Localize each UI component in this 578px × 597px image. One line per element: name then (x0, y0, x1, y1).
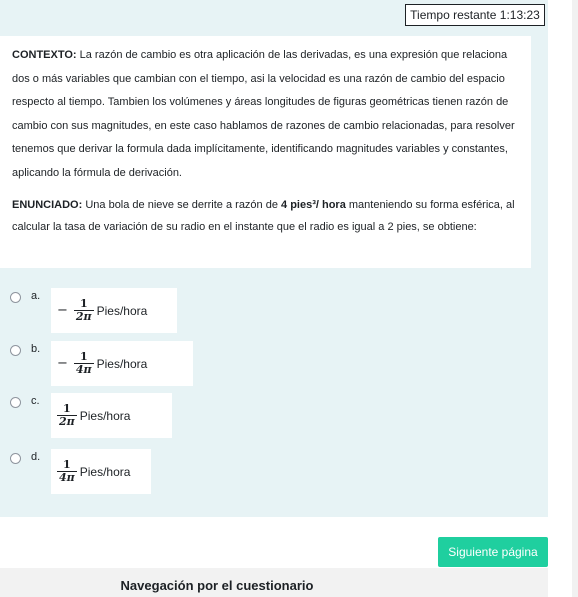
statement-text-after: manteniendo su forma esférica, al calcular la tasa de variación de su radio en el instante que el radio es igual a 2 pies, se obtiene: (12, 198, 515, 233)
denominator: 4π (59, 471, 75, 484)
option-letter: d. (31, 451, 41, 463)
denominator: 4π (75, 363, 92, 376)
quiz-navigation-panel (0, 568, 548, 597)
denominator: 2π (75, 310, 92, 323)
fraction (74, 351, 94, 376)
context-paragraph (12, 44, 519, 186)
radio-b[interactable] (10, 345, 21, 356)
unit: Pies/hora (79, 408, 131, 423)
numerator: 1 (63, 402, 71, 415)
context-text: La razón de cambio es otra aplicación de las derivadas, es una expresión que relaciona dos o más variables que cambian con el tiempo, asi la velocidad es una razón de cambio del espacio respecto al tiempo. Tambien los volúmenes y áreas longitudes de figuras geométricas tienen razón de cambio con sus magnitudes, en este caso hablamos de razones de cambio relacionadas, para resolver tenemos que derivar la formula dada implícitamente, identificando magnitudes variables y constantes, aplicando la fórmula de derivación. (12, 49, 515, 179)
question-text (0, 36, 531, 268)
numerator: 1 (63, 458, 71, 471)
denominator: 2π (59, 415, 75, 428)
unit: Pies/hora (96, 303, 148, 318)
radio-a[interactable] (10, 292, 21, 303)
fraction (57, 403, 77, 428)
option-letter: b. (31, 343, 41, 355)
quiz-navigation-title: Navegación por el cuestionario (120, 578, 314, 593)
radio-c[interactable] (10, 397, 21, 408)
numerator: 1 (79, 297, 88, 310)
fraction (57, 459, 77, 484)
page-scrollbar[interactable] (572, 0, 578, 597)
timer-value: 1:13:23 (499, 8, 540, 22)
minus-sign: − (57, 356, 68, 371)
radio-d[interactable] (10, 453, 21, 464)
timer-label: Tiempo restante (410, 8, 497, 22)
option-letter: c. (31, 395, 40, 407)
numerator: 1 (79, 350, 88, 363)
statement-text-before: Una bola de nieve se derrite a razón de (82, 198, 282, 211)
statement-highlight: 4 pies³/ hora (281, 198, 346, 211)
statement-label: ENUNCIADO: (12, 198, 83, 211)
context-label: CONTEXTO: (12, 49, 77, 61)
unit: Pies/hora (79, 464, 131, 479)
unit: Pies/hora (96, 356, 148, 371)
timer-box (405, 4, 545, 26)
statement-paragraph (12, 194, 519, 238)
option-letter: a. (31, 290, 41, 302)
option-label-box[interactable] (51, 393, 172, 438)
option-label-box[interactable] (51, 341, 193, 386)
option-label-box[interactable] (51, 288, 177, 333)
option-label-box[interactable] (51, 449, 151, 494)
fraction (74, 298, 94, 323)
next-page-button[interactable]: Siguiente página (438, 537, 548, 567)
minus-sign: − (57, 303, 68, 318)
